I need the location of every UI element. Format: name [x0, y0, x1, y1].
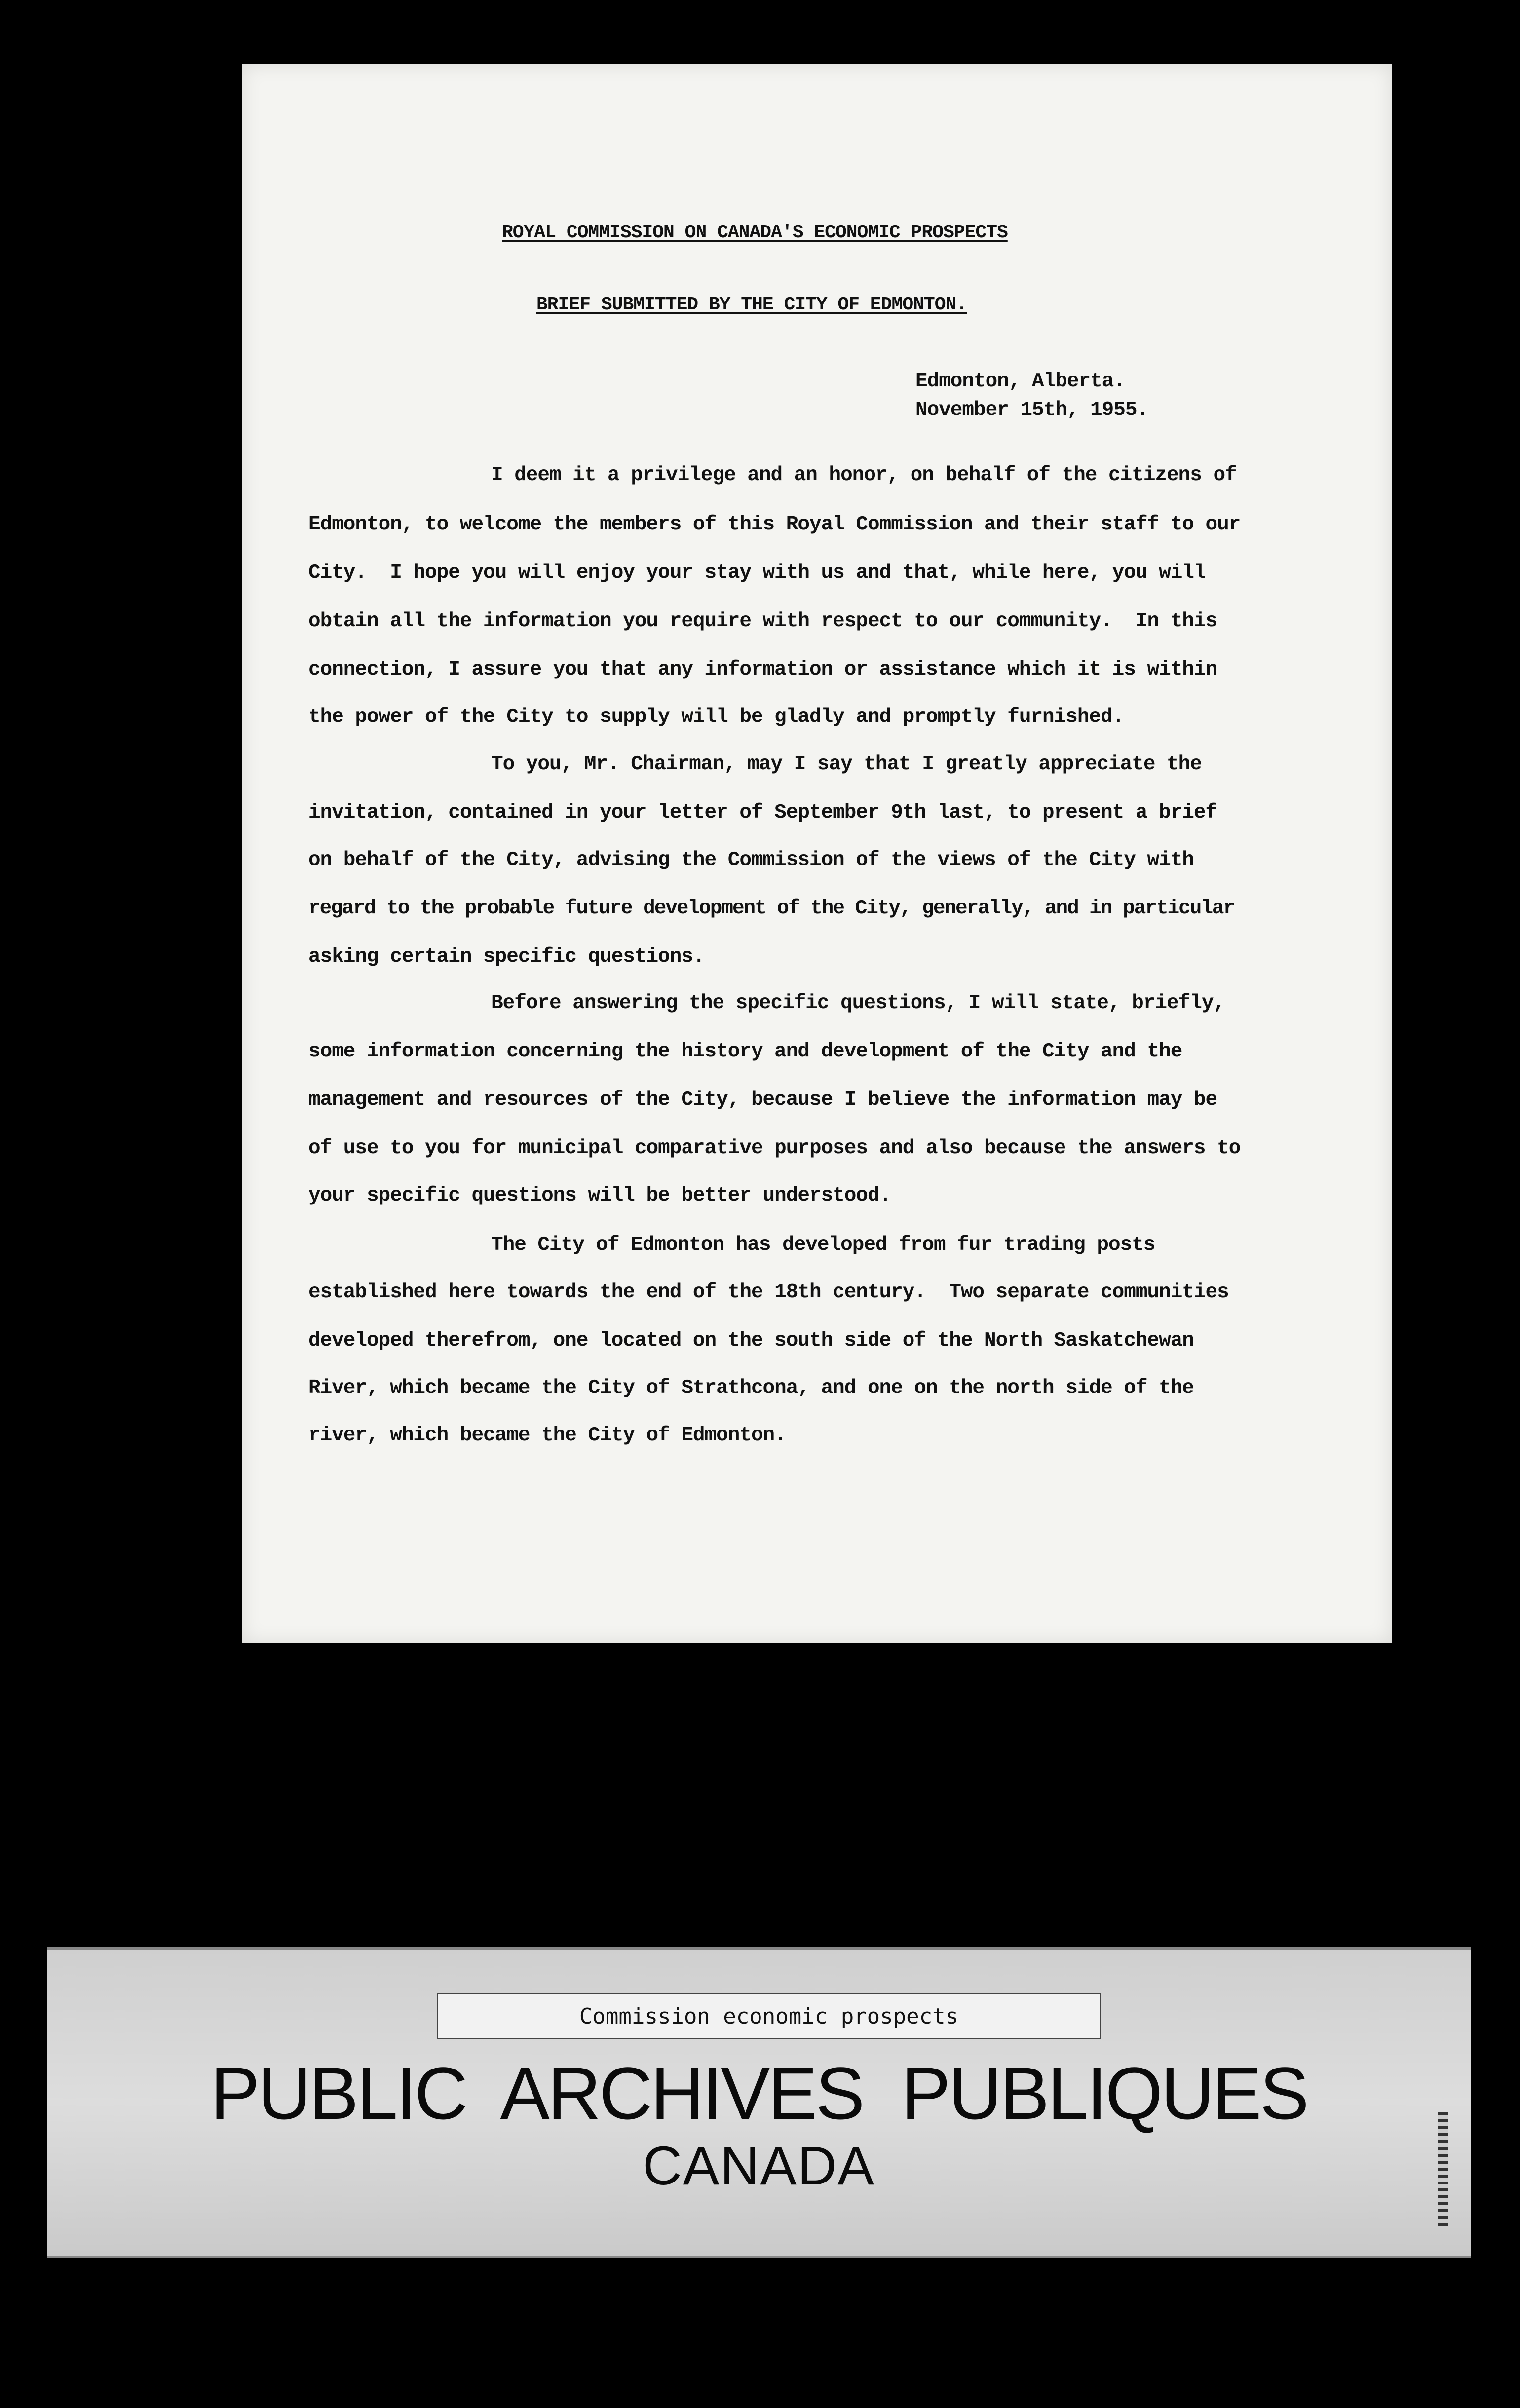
paragraph-3-line-1: Before answering the specific questions, I will state, briefly, — [491, 992, 1225, 1015]
paragraph-2-line-2: invitation, contained in your letter of September 9th last, to present a brief — [308, 801, 1217, 824]
paragraph-2-line-5: asking certain specific questions. — [308, 945, 705, 968]
paragraph-4-line-4: River, which became the City of Strathcona, and one on the north side of the — [308, 1377, 1194, 1399]
paragraph-3-line-3: management and resources of the City, because I believe the information may be — [308, 1089, 1217, 1111]
paragraph-1-line-2: Edmonton, to welcome the members of this Royal Commission and their staff to our — [308, 513, 1241, 536]
document-heading-2: BRIEF SUBMITTED BY THE CITY OF EDMONTON. — [536, 294, 967, 315]
paragraph-2-line-1: To you, Mr. Chairman, may I say that I greatly appreciate the — [491, 753, 1202, 776]
document-heading-1: ROYAL COMMISSION ON CANADA'S ECONOMIC PROSPECTS — [502, 222, 1008, 243]
document-page — [242, 64, 1392, 1643]
paragraph-1-line-5: connection, I assure you that any information or assistance which it is within — [308, 658, 1217, 681]
paragraph-4-line-1: The City of Edmonton has developed from fur trading posts — [491, 1234, 1155, 1256]
paragraph-4-line-5: river, which became the City of Edmonton. — [308, 1424, 786, 1447]
archive-caption-box — [437, 1993, 1101, 2039]
document-place: Edmonton, Alberta. — [915, 370, 1125, 393]
archive-label-strip — [47, 1947, 1471, 2258]
paragraph-1-line-1: I deem it a privilege and an honor, on behalf of the citizens of — [491, 464, 1237, 487]
scale-marker-icon — [1438, 2112, 1448, 2226]
paragraph-4-line-2: established here towards the end of the 18th century. Two separate communities — [308, 1281, 1229, 1304]
paragraph-3-line-4: of use to you for municipal comparative purposes and also because the answers to — [308, 1137, 1241, 1160]
paragraph-4-line-3: developed therefrom, one located on the south side of the North Saskatchewan — [308, 1329, 1194, 1352]
paragraph-3-line-2: some information concerning the history and development of the City and the — [308, 1040, 1182, 1063]
paragraph-3-line-5: your specific questions will be better understood. — [308, 1184, 891, 1207]
document-date: November 15th, 1955. — [915, 399, 1149, 421]
archive-caption: Commission economic prospects — [579, 2003, 959, 2029]
paragraph-1-line-4: obtain all the information you require with respect to our community. In this — [308, 610, 1217, 633]
archive-title: PUBLIC ARCHIVES PUBLIQUES — [210, 2052, 1307, 2135]
paragraph-2-line-3: on behalf of the City, advising the Commission of the views of the City with — [308, 849, 1194, 871]
archive-subtitle: CANADA — [643, 2136, 875, 2196]
paragraph-2-line-4: regard to the probable future development of the City, generally, and in particular — [308, 897, 1235, 920]
paragraph-1-line-6: the power of the City to supply will be gladly and promptly furnished. — [308, 706, 1124, 728]
paragraph-1-line-3: City. I hope you will enjoy your stay with us and that, while here, you will — [308, 562, 1206, 584]
